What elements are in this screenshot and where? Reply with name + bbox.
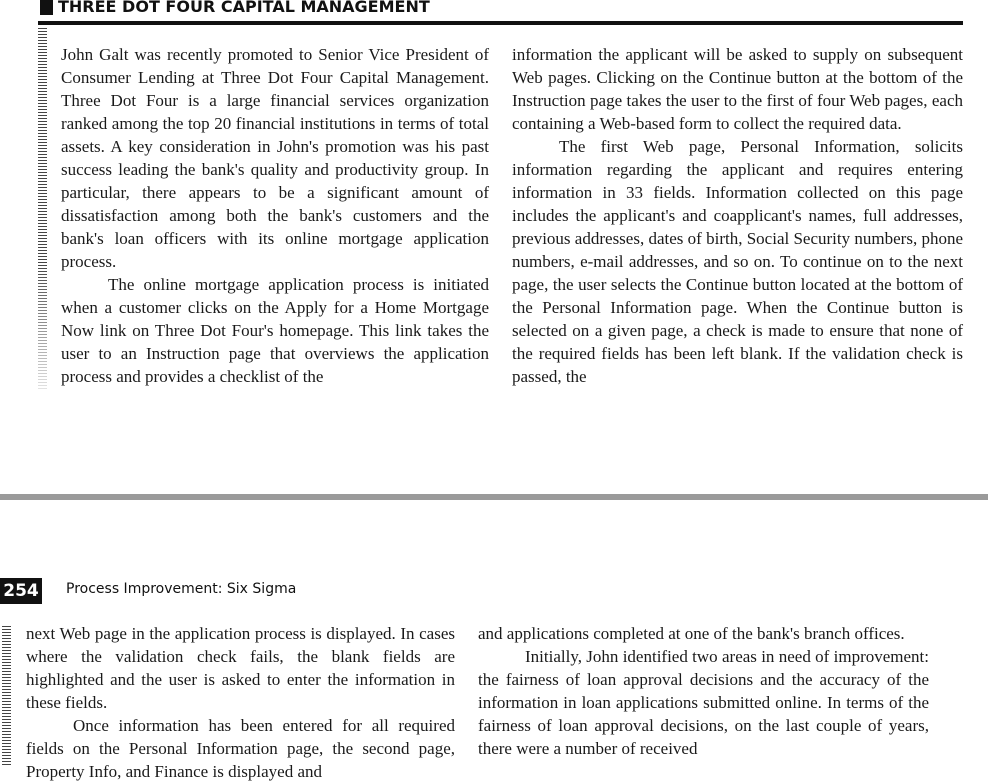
bottom-right-column: [478, 622, 929, 760]
page-divider: [0, 494, 988, 500]
top-left-column: [61, 43, 489, 388]
paragraph: next Web page in the application process is displayed. In cases where the validation check fails, the blank fields are highlighted and the user is asked to enter the information in these fields.: [26, 624, 455, 712]
running-head: Process Improvement: Six Sigma: [66, 581, 297, 597]
top-right-column: [512, 43, 963, 388]
header-rule: [38, 21, 963, 25]
paragraph: The online mortgage application process is initiated when a customer clicks on the Apply for a Home Mortgage Now link on Three Dot Four's homepage. This link takes the user to an Instruction page that overviews the application process and provides a checklist of the: [61, 275, 489, 386]
case-title: THREE DOT FOUR CAPITAL MANAGEMENT: [58, 0, 430, 16]
paragraph: Once information has been entered for all required fields on the Personal Information page, the second page, Property Info, and Finance is displayed and: [26, 716, 455, 781]
paragraph: information the applicant will be asked to supply on subsequent Web pages. Clicking on the Continue button at the bottom of the Instruction page takes the user to the first of four Web pages, each containing a Web-based form to collect the required data.: [512, 45, 963, 133]
margin-ruler-top: [38, 28, 47, 390]
paragraph: and applications completed at one of the bank's branch offices.: [478, 624, 905, 643]
header-square-icon: [40, 0, 53, 15]
paragraph: The first Web page, Personal Information, solicits information regarding the applicant and requires entering information in 33 fields. Information collected on this page includes the applicant's and coapplicant's names, full addresses, previous addresses, dates of birth, Social Security numbers, phone numbers, e-mail addresses, and so on. To continue on to the next page, the user selects the Continue button located at the bottom of the Personal Information page. When the Continue button is selected on a given page, a check is made to ensure that none of the required fields has been left blank. If the validation check is passed, the: [512, 137, 963, 386]
paragraph: Initially, John identified two areas in need of improvement: the fairness of loan approval decisions and the accuracy of the information in loan applications submitted online. In terms of the fairness of loan approval decisions, on the last couple of years, there were a number of received: [478, 647, 929, 758]
bottom-page-body: [0, 620, 988, 781]
bottom-left-column: [26, 622, 455, 783]
paragraph: John Galt was recently promoted to Senior Vice President of Consumer Lending at Three Dot Four Capital Management. Three Dot Four is a large financial services organization ranked among the top 20 financial institutions in terms of total assets. A key consideration in John's promotion was his past success leading the bank's quality and productivity group. In particular, there appears to be a significant amount of dissatisfaction among both the bank's customers and the bank's loan officers with its online mortgage application process.: [61, 45, 489, 271]
page-number: 254: [0, 578, 42, 604]
case-header: [38, 0, 963, 20]
